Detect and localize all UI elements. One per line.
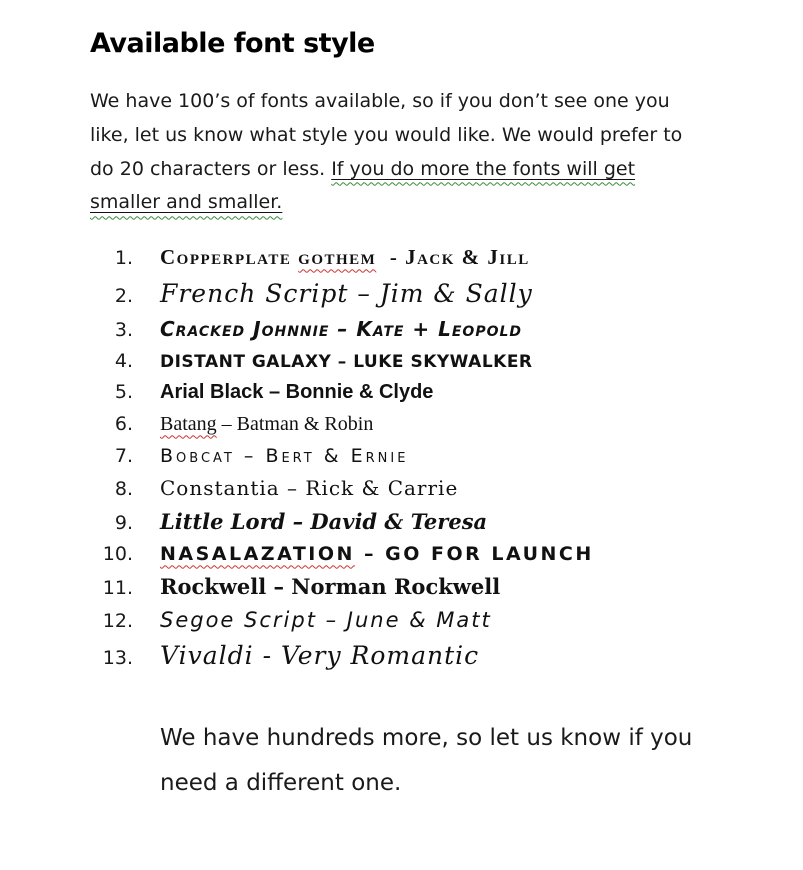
font-list-item-2 [0, 279, 803, 308]
list-number: 9. [114, 512, 133, 535]
font-sample-copperplate-gothem [160, 245, 530, 270]
font-list-item-7 [0, 445, 803, 467]
font-list [0, 245, 803, 670]
sample-text: Arial Black – Bonnie & Clyde [160, 381, 434, 404]
font-sample-french-script [160, 279, 533, 308]
list-number: 8. [114, 478, 133, 501]
outro-paragraph: We have hundreds more, so let us know if you need a different one. [160, 725, 693, 797]
list-number: 13. [102, 647, 133, 670]
font-sample-vivaldi [160, 641, 479, 670]
list-number: 5. [114, 381, 133, 404]
font-list-item-1 [0, 245, 803, 270]
font-sample-bobcat [160, 445, 408, 467]
list-number: 11. [102, 577, 133, 600]
sample-text: DISTANT GALAXY – LUKE SKYWALKER [160, 352, 533, 373]
font-list-item-4 [0, 350, 803, 372]
sample-text: Vivaldi - Very Romantic [160, 641, 480, 671]
list-number: 3. [114, 319, 133, 342]
sample-text: - Jack & Jill [376, 245, 530, 270]
list-number: 1. [114, 247, 133, 270]
grammar-flagged-text: If you do more the fonts will get smaller and smaller. [90, 157, 636, 214]
font-list-item-5 [0, 381, 803, 404]
sample-text: Segoe Script – June & Matt [160, 608, 492, 633]
sample-text: – Batman & Robin [216, 413, 374, 436]
intro-paragraph [90, 85, 708, 220]
font-sample-nasalazation [160, 543, 594, 565]
page-title: Available font style [90, 28, 375, 59]
font-list-item-12 [0, 608, 803, 632]
sample-text: – GO FOR LAUNCH [354, 543, 594, 566]
sample-text: Bobcat – Bert & Ernie [160, 445, 409, 468]
misspelled-word: Batang [160, 413, 217, 436]
list-number: 10. [102, 543, 133, 566]
sample-text: Cracked Johnnie – Kate + Leopold [160, 317, 523, 342]
intro-text: We have 100’s of fonts available, so if you don’t see one you like, let us know what style you would like. We would prefer to do 20 characters or less. [90, 90, 683, 180]
font-list-item-10 [0, 543, 803, 565]
sample-text: Constantia – Rick & Carrie [160, 476, 459, 501]
font-sample-constantia [160, 476, 458, 500]
font-sample-batang [160, 413, 373, 436]
list-number: 7. [114, 445, 133, 468]
font-sample-arial-black [160, 381, 433, 404]
font-list-item-6 [0, 413, 803, 436]
font-sample-cracked-johnnie [160, 317, 522, 341]
sample-text: Copperplate [160, 245, 299, 270]
sample-text: Rockwell – Norman Rockwell [160, 574, 501, 600]
font-list-item-11 [0, 574, 803, 599]
misspelled-word: NASALAZATION [160, 543, 355, 566]
list-number: 2. [114, 285, 133, 308]
misspelled-word: gothem [298, 245, 377, 270]
font-list-item-8 [0, 476, 803, 500]
list-number: 12. [102, 610, 133, 633]
font-list-item-9 [0, 509, 803, 534]
font-sample-segoe-script [160, 608, 492, 632]
list-number: 6. [114, 413, 133, 436]
font-list-item-3 [0, 317, 803, 341]
list-number: 4. [114, 350, 133, 373]
sample-text: Little Lord – David & Teresa [160, 509, 488, 535]
font-list-item-13 [0, 641, 803, 670]
font-sample-distant-galaxy [160, 352, 533, 372]
sample-text: French Script – Jim & Sally [160, 279, 533, 309]
font-sample-rockwell [160, 574, 500, 599]
font-sample-little-lord [160, 509, 487, 534]
